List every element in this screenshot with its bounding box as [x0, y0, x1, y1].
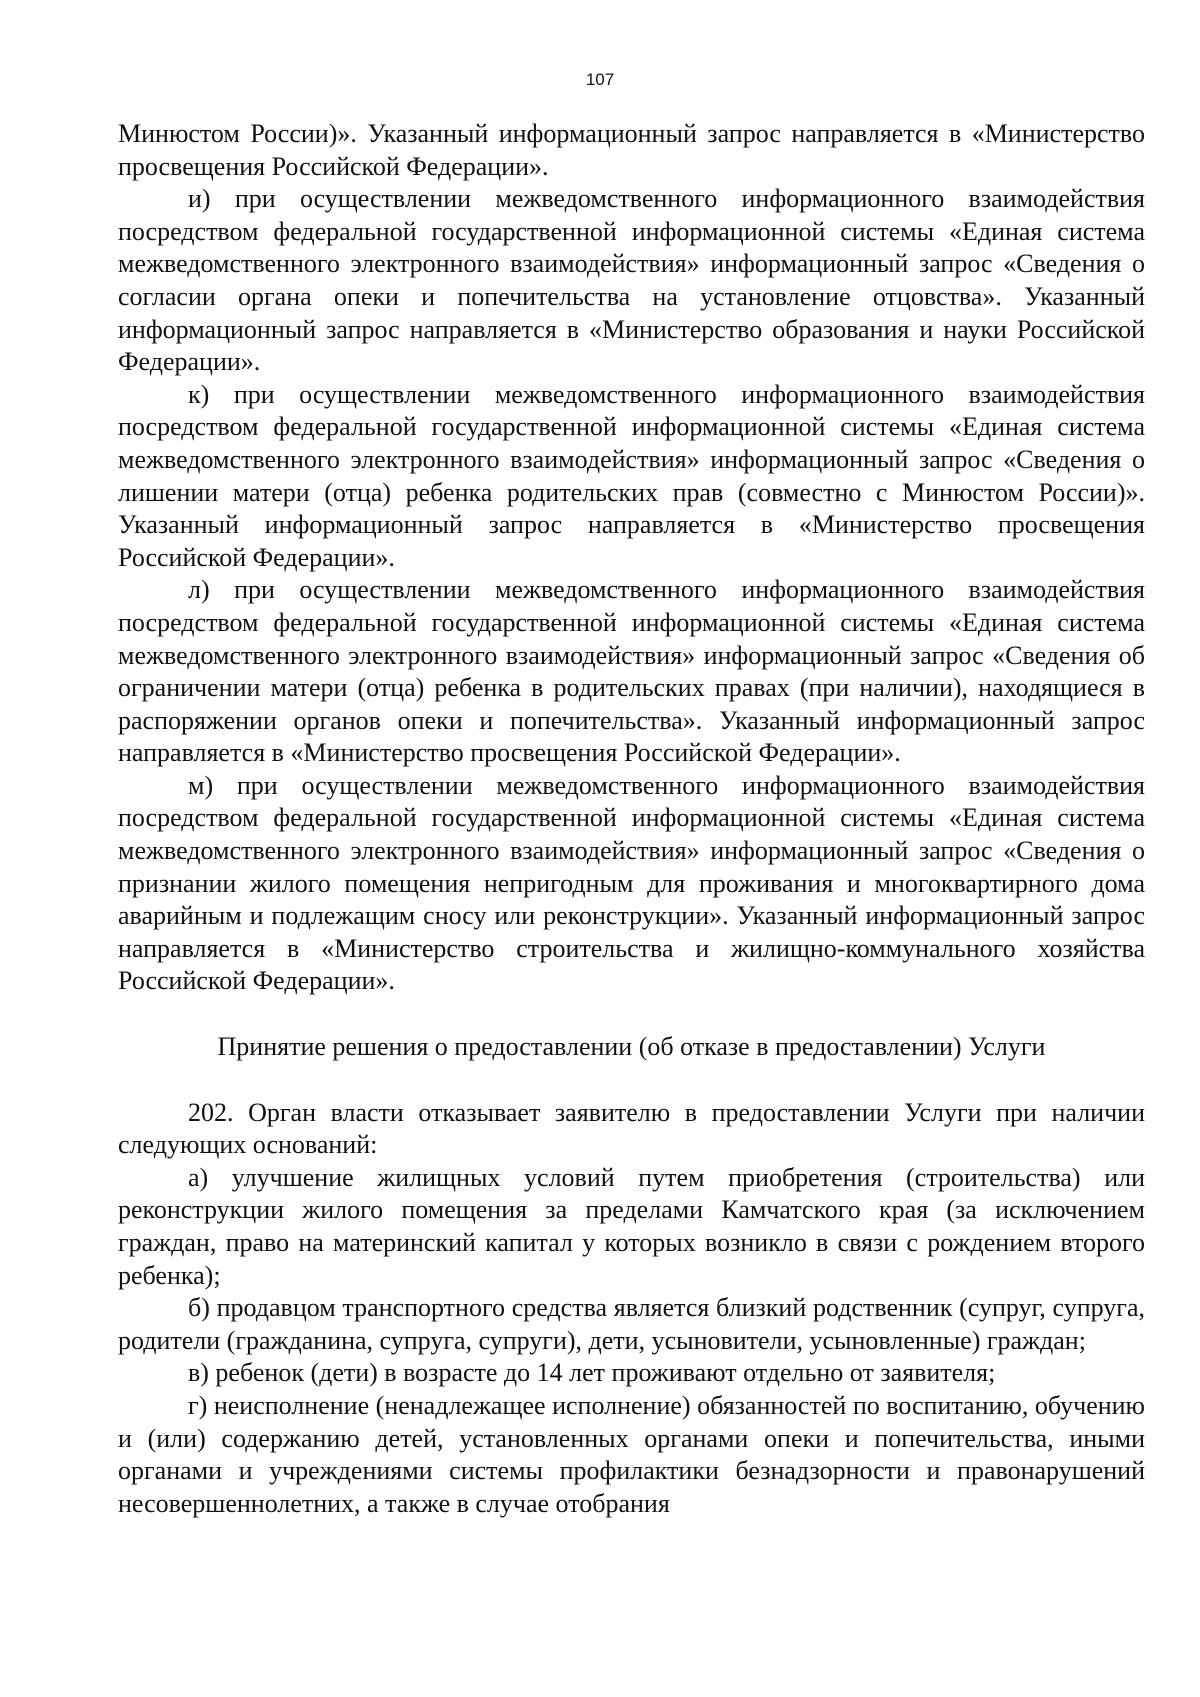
- paragraph: Минюстом России)». Указанный информационный запрос направляется в «Министерство просвещения Российской Федерации».: [118, 119, 1145, 181]
- paragraph-item-k: к) при осуществлении межведомственного информационного взаимодействия посредством федеральной государственной информационной системы «Единая система межведомственного электронного взаимодействия» информационный запрос «Сведения о лишении матери (отца) ребенка родительских прав (совместно с Минюстом России)». Указанный информационный запрос направляется в «Министерство просвещения Российской Федерации».: [118, 379, 1145, 572]
- paragraph-item-g: г) неисполнение (ненадлежащее исполнение) обязанностей по воспитанию, обучению и (или) содержанию детей, установленных органами опеки и попечительства, иными органами и учреждениями системы профилактики безнадзорности и правонарушений несовершеннолетних, а также в случае отобрания: [118, 1390, 1145, 1518]
- paragraph-item-l: л) при осуществлении межведомственного информационного взаимодействия посредством федеральной государственной информационной системы «Единая система межведомственного электронного взаимодействия» информационный запрос «Сведения об ограничении матери (отца) ребенка в родительских правах (при наличии), находящиеся в распоряжении органов опеки и попечительства». Указанный информационный запрос направляется в «Министерство просвещения Российской Федерации».: [118, 575, 1145, 768]
- paragraph-item-v: в) ребенок (дети) в возрасте до 14 лет проживают отдельно от заявителя;: [188, 1358, 996, 1388]
- document-body: [118, 118, 1145, 1520]
- paragraph-item-m: м) при осуществлении межведомственного информационного взаимодействия посредством федеральной государственной информационной системы «Единая система межведомственного электронного взаимодействия» информационный запрос «Сведения о признании жилого помещения непригодным для проживания и многоквартирного дома аварийным и подлежащим сносу или реконструкции». Указанный информационный запрос направляется в «Министерство строительства и жилищно-коммунального хозяйства Российской Федерации».: [118, 770, 1145, 996]
- section-heading: Принятие решения о предоставлении (об отказе в предоставлении) Услуги: [217, 1032, 1046, 1062]
- paragraph-item-b: б) продавцом транспортного средства является близкий родственник (супруг, супруга, родители (гражданина, супруга, супруги), дети, усыновители, усыновленные) граждан;: [118, 1293, 1145, 1355]
- paragraph-202: 202. Орган власти отказывает заявителю в предоставлении Услуги при наличии следующих оснований:: [118, 1097, 1145, 1160]
- paragraph-item-i: и) при осуществлении межведомственного информационного взаимодействия посредством федеральной государственной информационной системы «Единая система межведомственного электронного взаимодействия» информационный запрос «Сведения о согласии органа опеки и попечительства на установление отцовства». Указанный информационный запрос направляется в «Министерство образования и науки Российской Федерации».: [118, 184, 1145, 377]
- page-number: 107: [585, 70, 615, 89]
- paragraph-item-a: а) улучшение жилищных условий путем приобретения (строительства) или реконструкции жилого помещения за пределами Камчатского края (за исключением граждан, право на материнский капитал у которых возникло в связи с рождением второго ребенка);: [118, 1162, 1145, 1290]
